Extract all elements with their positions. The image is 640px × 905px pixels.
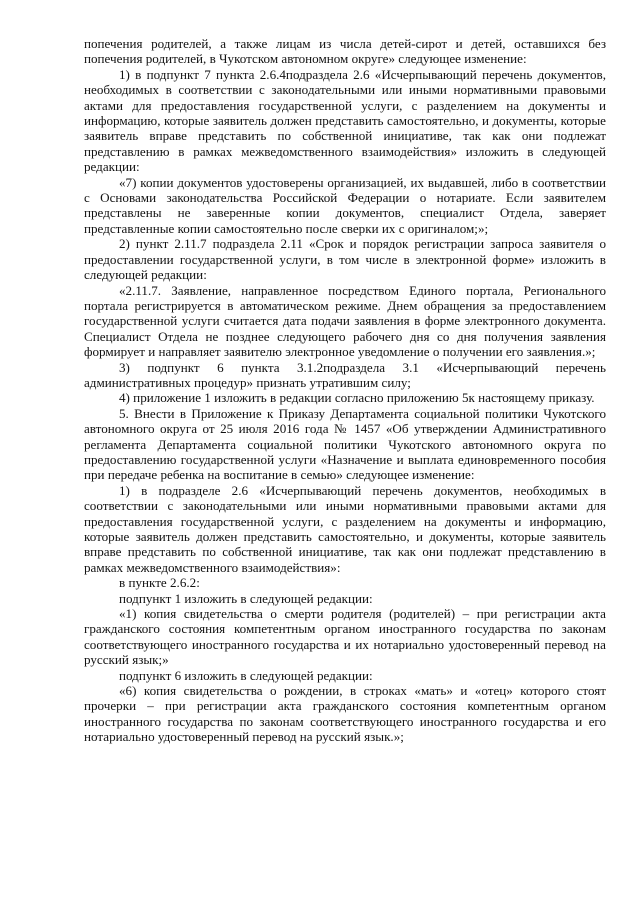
paragraph-item-4: 4) приложение 1 изложить в редакции согласно приложению 5к настоящему приказу. [119,390,595,406]
paragraph-subpoint-6-intro: подпункт 6 изложить в следующей редакции: [119,667,373,683]
paragraph-subsection-1: 1) в подразделе 2.6 «Исчерпывающий перечень документов, необходимых в соответствии с законодательными или иными нормативными правовыми актами для предоставления государственной услуги, с разделением на документы и информацию, которые заявитель должен представить самостоятельно, и документы, которые заявитель вправе представить по собственной инициативе, так как они подлежат представлению в рамках межведомственного взаимодействия»: [84,482,606,575]
paragraph-point-2-6-2: в пункте 2.6.2: [119,575,200,591]
paragraph-quote-subpoint-6: «6) копия свидетельства о рождении, в строках «мать» и «отец» которого стоят прочерки – при регистрации акта гражданского состояния компетентным органом иностранного государства по законам соответствующего иностранного государства и его нотариально удостоверенный перевод на русский язык.»; [84,683,606,745]
paragraph-subpoint-1-intro: подпункт 1 изложить в следующей редакции: [119,590,373,606]
paragraph-item-3: 3) подпункт 6 пункта 3.1.2подраздела 3.1 «Исчерпывающий перечень административных процедур» признать утратившим силу; [84,359,606,390]
paragraph-section-5: 5. Внести в Приложение к Приказу Департамента социальной политики Чукотского автономного округа от 25 июля 2016 года № 1457 «Об утверждении Административного регламента Департамента социальной политики Чукотского автономного округа по предоставлению государственной услуги «Назначение и выплата единовременного пособия при передаче ребенка на воспитание в семью» следующее изменение: [84,405,606,483]
paragraph-quote-2-11-7: «2.11.7. Заявление, направленное посредством Единого портала, Регионального портала регистрируется в автоматическом режиме. Днем обращения за предоставлением государственной услуги считается дата подачи заявления в форме электронного документа. Специалист Отдела не позднее следующего рабочего дня со дня получения заявления формирует и направляет заявителю электронное уведомление о получении его заявления.»; [84,282,606,360]
paragraph-item-1: 1) в подпункт 7 пункта 2.6.4подраздела 2.6 «Исчерпывающий перечень документов, необходимых в соответствии с законодательными или иными нормативными правовыми актами для предоставления государственной услуги, с разделением на документы и информацию, которые заявитель должен представить самостоятельно, и документы, которые заявитель вправе представить по собственной инициативе, так как они подлежат представлению в рамках межведомственного взаимодействия» изложить в следующей редакции: [84,66,606,175]
document-page [84,36,606,745]
paragraph-quote-7: «7) копии документов удостоверены организацией, их выдавшей, либо в соответствии с Основами законодательства Российской Федерации о нотариате. Если заявителем представлены не заверенные копии документов, специалист Отдела, заверяет представленные копии самостоятельно после сверки их с оригиналом;»; [84,174,606,236]
paragraph-quote-subpoint-1: «1) копия свидетельства о смерти родителя (родителей) – при регистрации акта гражданского состояния компетентным органом иностранного государства по законам соответствующего иностранного государства и их нотариально удостоверенный перевод на русский язык;» [84,606,606,668]
paragraph-continuation: попечения родителей, а также лицам из числа детей-сирот и детей, оставшихся без попечения родителей, в Чукотском автономном округе» следующее изменение: [84,36,606,67]
paragraph-item-2: 2) пункт 2.11.7 подраздела 2.11 «Срок и порядок регистрации запроса заявителя о предоставлении государственной услуги, в том числе в электронной форме» изложить в следующей редакции: [84,236,606,283]
